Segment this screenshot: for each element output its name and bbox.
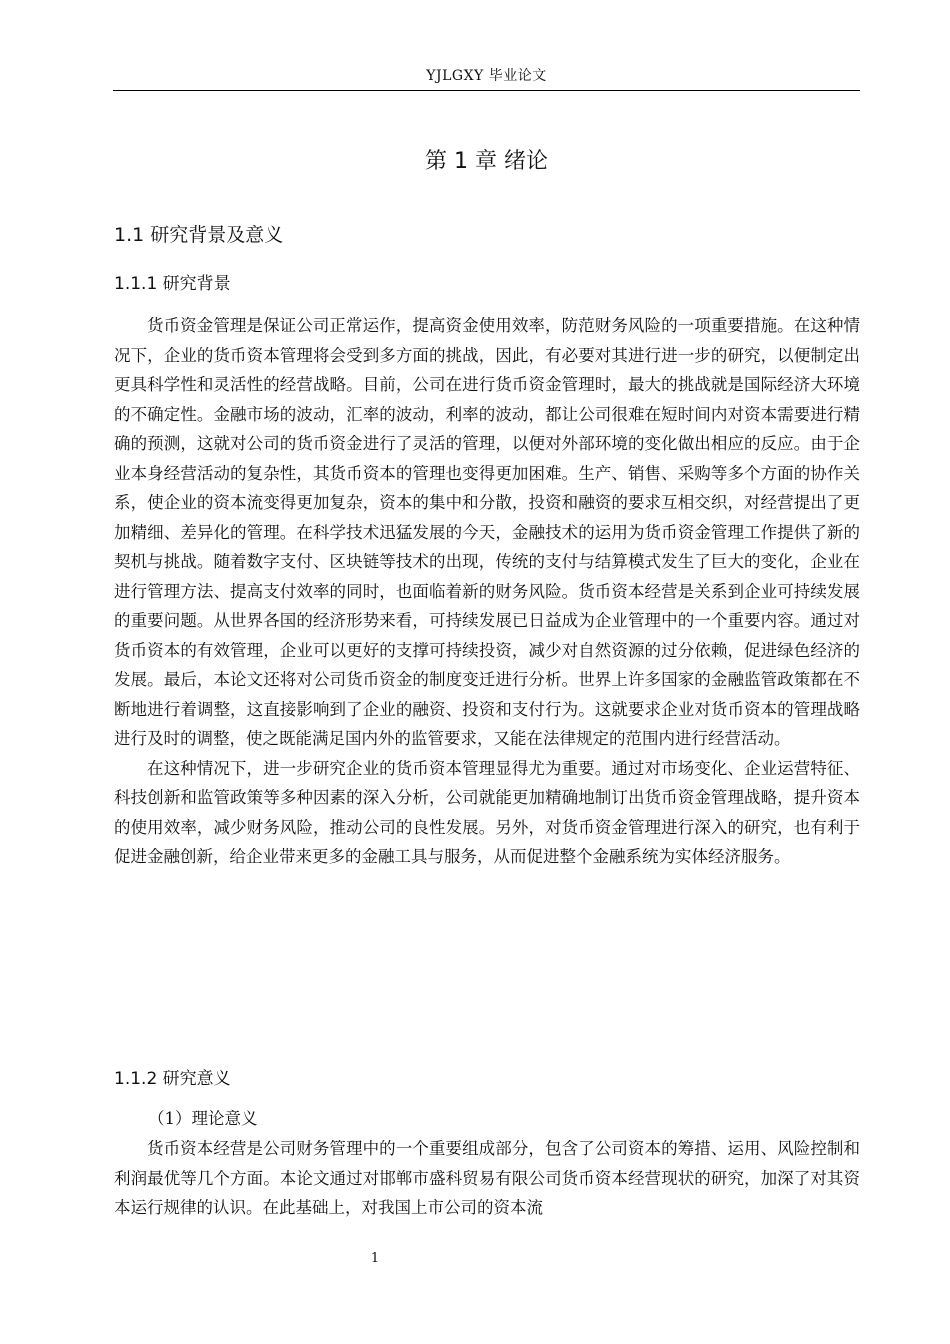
paragraph: 货币资本经营是公司财务管理中的一个重要组成部分，包含了公司资本的筹措、运用、风险控制和利润最优等几个方面。本论文通过对邯郸市盛科贸易有限公司货币资本经营现状的研究，加深了对其资本运行规律的认识。在此基础上，对我国上市公司的资本流 <box>114 1139 860 1217</box>
running-header: YJLGXY 毕业论文 <box>426 68 547 84</box>
paragraph: 在这种情况下，进一步研究企业的货币资本管理显得尤为重要。通过对市场变化、企业运营特征、科技创新和监管政策等多种因素的深入分析，公司就能更加精确地制订出货币资金管理战略，提升资本的使用效率，减少财务风险，推动公司的良性发展。另外，对货币资金管理进行深入的研究，也有利于促进金融创新，给企业带来更多的金融工具与服务，从而促进整个金融系统为实体经济服务。 <box>114 758 860 866</box>
section-1-1-1-body <box>114 311 860 872</box>
section-heading-1-1: 1.1 研究背景及意义 <box>114 224 284 246</box>
section-1-1-2-body <box>114 1134 860 1223</box>
chapter-title: 第 1 章 绪论 <box>425 149 548 174</box>
sub-item-theory: （1）理论意义 <box>148 1109 258 1128</box>
paragraph: 货币资金管理是保证公司正常运作，提高资金使用效率，防范财务风险的一项重要措施。在这种情况下，企业的货币资本管理将会受到多方面的挑战，因此，有必要对其进行进一步的研究，以便制定出更具科学性和灵活性的经营战略。目前，公司在进行货币资金管理时，最大的挑战就是国际经济大环境的不确定性。金融市场的波动，汇率的波动，利率的波动，都让公司很难在短时间内对资本需要进行精确的预测，这就对公司的货币资金进行了灵活的管理，以便对外部环境的变化做出相应的反应。由于企业本身经营活动的复杂性，其货币资本的管理也变得更加困难。生产、销售、采购等多个方面的协作关系，使企业的资本流变得更加复杂，资本的集中和分散，投资和融资的要求互相交织，对经营提出了更加精细、差异化的管理。在科学技术迅猛发展的今天，金融技术的运用为货币资金管理工作提供了新的契机与挑战。随着数字支付、区块链等技术的出现，传统的支付与结算模式发生了巨大的变化，企业在进行管理方法、提高支付效率的同时，也面临着新的财务风险。货币资本经营是关系到企业可持续发展的重要问题。从世界各国的经济形势来看，可持续发展已日益成为企业管理中的一个重要内容。通过对货币资本的有效管理，企业可以更好的支撑可持续投资，减少对自然资源的过分依赖，促进绿色经济的发展。最后，本论文还将对公司货币资金的制度变迁进行分析。世界上许多国家的金融监管政策都在不断地进行着调整，这直接影响到了企业的融资、投资和支付行为。这就要求企业对货币资本的管理战略进行及时的调整，使之既能满足国内外的监管要求，又能在法律规定的范围内进行经营活动。 <box>114 316 860 748</box>
header-rule <box>113 90 860 91</box>
page-number: 1 <box>370 1251 380 1266</box>
section-heading-1-1-1: 1.1.1 研究背景 <box>114 274 231 294</box>
section-heading-1-1-2: 1.1.2 研究意义 <box>114 1069 231 1089</box>
